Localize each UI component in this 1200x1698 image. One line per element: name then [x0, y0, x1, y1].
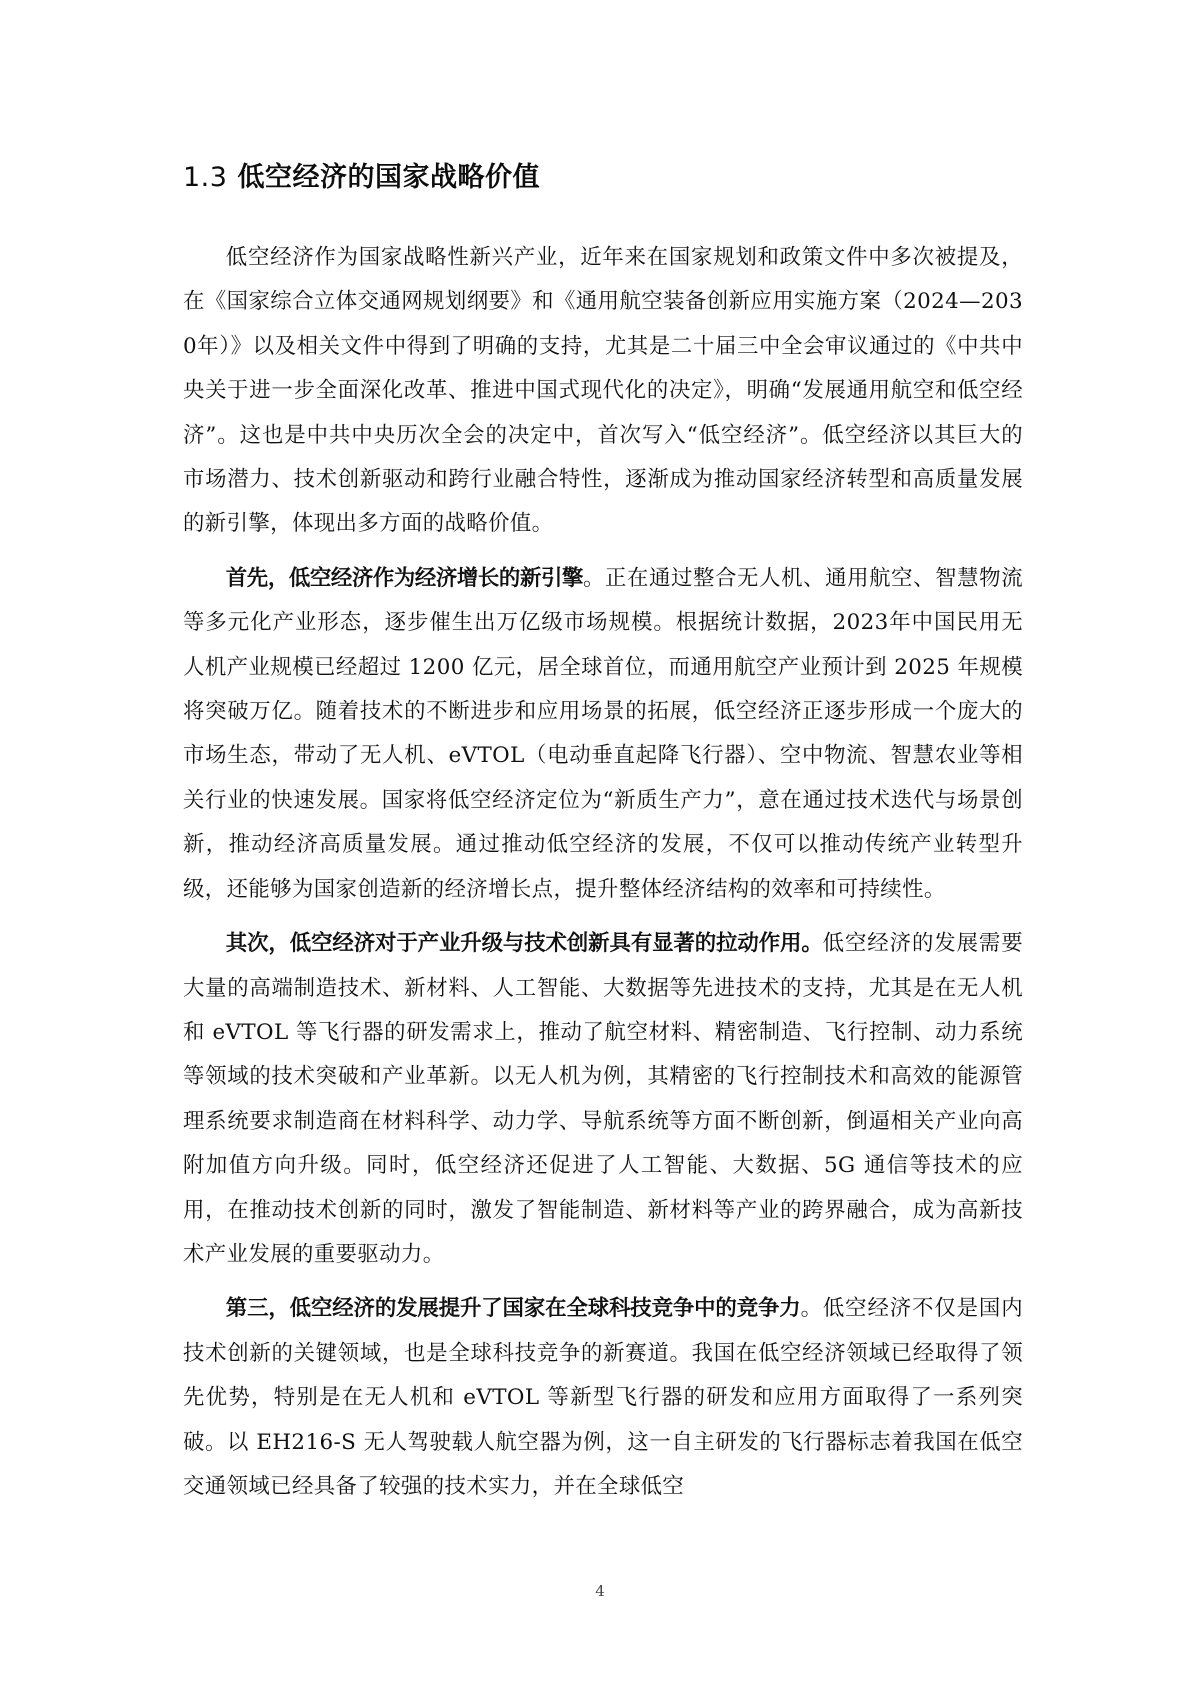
paragraph-third-point [183, 1287, 1023, 1509]
paragraph-text: 。低空经济不仅是国内技术创新的关键领域，也是全球科技竞争的新赛道。我国在低空经济领域已经取得了领先优势，特别是在无人机和 eVTOL 等新型飞行器的研发和应用方面取得了一系列突破。以 EH216-S 无人驾驶载人航空器为例，这一自主研发的飞行器标志着我国在低空交通领域已经具备了较强的技术实力，并在全球低空 [183, 1296, 1023, 1499]
paragraph-second-point [183, 922, 1023, 1277]
section-title: 低空经济的国家战略价值 [237, 162, 540, 193]
paragraph-lead: 首先，低空经济作为经济增长的新引擎 [225, 565, 583, 591]
section-heading [183, 160, 540, 196]
paragraph-lead: 第三，低空经济的发展提升了国家在全球科技竞争中的竞争力 [225, 1296, 801, 1322]
paragraph-lead: 其次，低空经济对于产业升级与技术创新具有显著的拉动作用。 [225, 931, 823, 957]
paragraph-text: 低空经济作为国家战略性新兴产业，近年来在国家规划和政策文件中多次被提及，在《国家综合立体交通网规划纲要》和《通用航空装备创新应用实施方案（2024—2030年）》以及相关文件中得到了明确的支持，尤其是二十届三中全会审议通过的《中共中央关于进一步全面深化改革、推进中国式现代化的决定》，明确“发展通用航空和低空经济”。这也是中共中央历次全会的决定中，首次写入“低空经济”。低空经济以其巨大的市场潜力、技术创新驱动和跨行业融合特性，逐渐成为推动国家经济转型和高质量发展的新引擎，体现出多方面的战略价值。 [183, 245, 1023, 537]
paragraph-intro [183, 236, 1023, 547]
paragraph-first-point [183, 557, 1023, 912]
section-number: 1.3 [183, 162, 228, 193]
paragraph-text: 低空经济的发展需要大量的高端制造技术、新材料、人工智能、大数据等先进技术的支持，尤其是在无人机和 eVTOL 等飞行器的研发需求上，推动了航空材料、精密制造、飞行控制、动力系统等领域的技术突破和产业革新。以无人机为例，其精密的飞行控制技术和高效的能源管理系统要求制造商在材料科学、动力学、导航系统等方面不断创新，倒逼相关产业向高附加值方向升级。同时，低空经济还促进了人工智能、大数据、5G 通信等技术的应用，在推动技术创新的同时，激发了智能制造、新材料等产业的跨界融合，成为高新技术产业发展的重要驱动力。 [183, 931, 1023, 1267]
document-body [183, 236, 1023, 1519]
page-number: 4 [595, 1582, 605, 1600]
paragraph-text: 。正在通过整合无人机、通用航空、智慧物流等多元化产业形态，逐步催生出万亿级市场规模。根据统计数据，2023年中国民用无人机产业规模已经超过 1200 亿元，居全球首位，而通用航空产业预计到 2025 年规模将突破万亿。随着技术的不断进步和应用场景的拓展，低空经济正逐步形成一个庞大的市场生态，带动了无人机、eVTOL（电动垂直起降飞行器）、空中物流、智慧农业等相关行业的快速发展。国家将低空经济定位为“新质生产力”，意在通过技术迭代与场景创新，推动经济高质量发展。通过推动低空经济的发展，不仅可以推动传统产业转型升级，还能够为国家创造新的经济增长点，提升整体经济结构的效率和可持续性。 [183, 565, 1023, 902]
